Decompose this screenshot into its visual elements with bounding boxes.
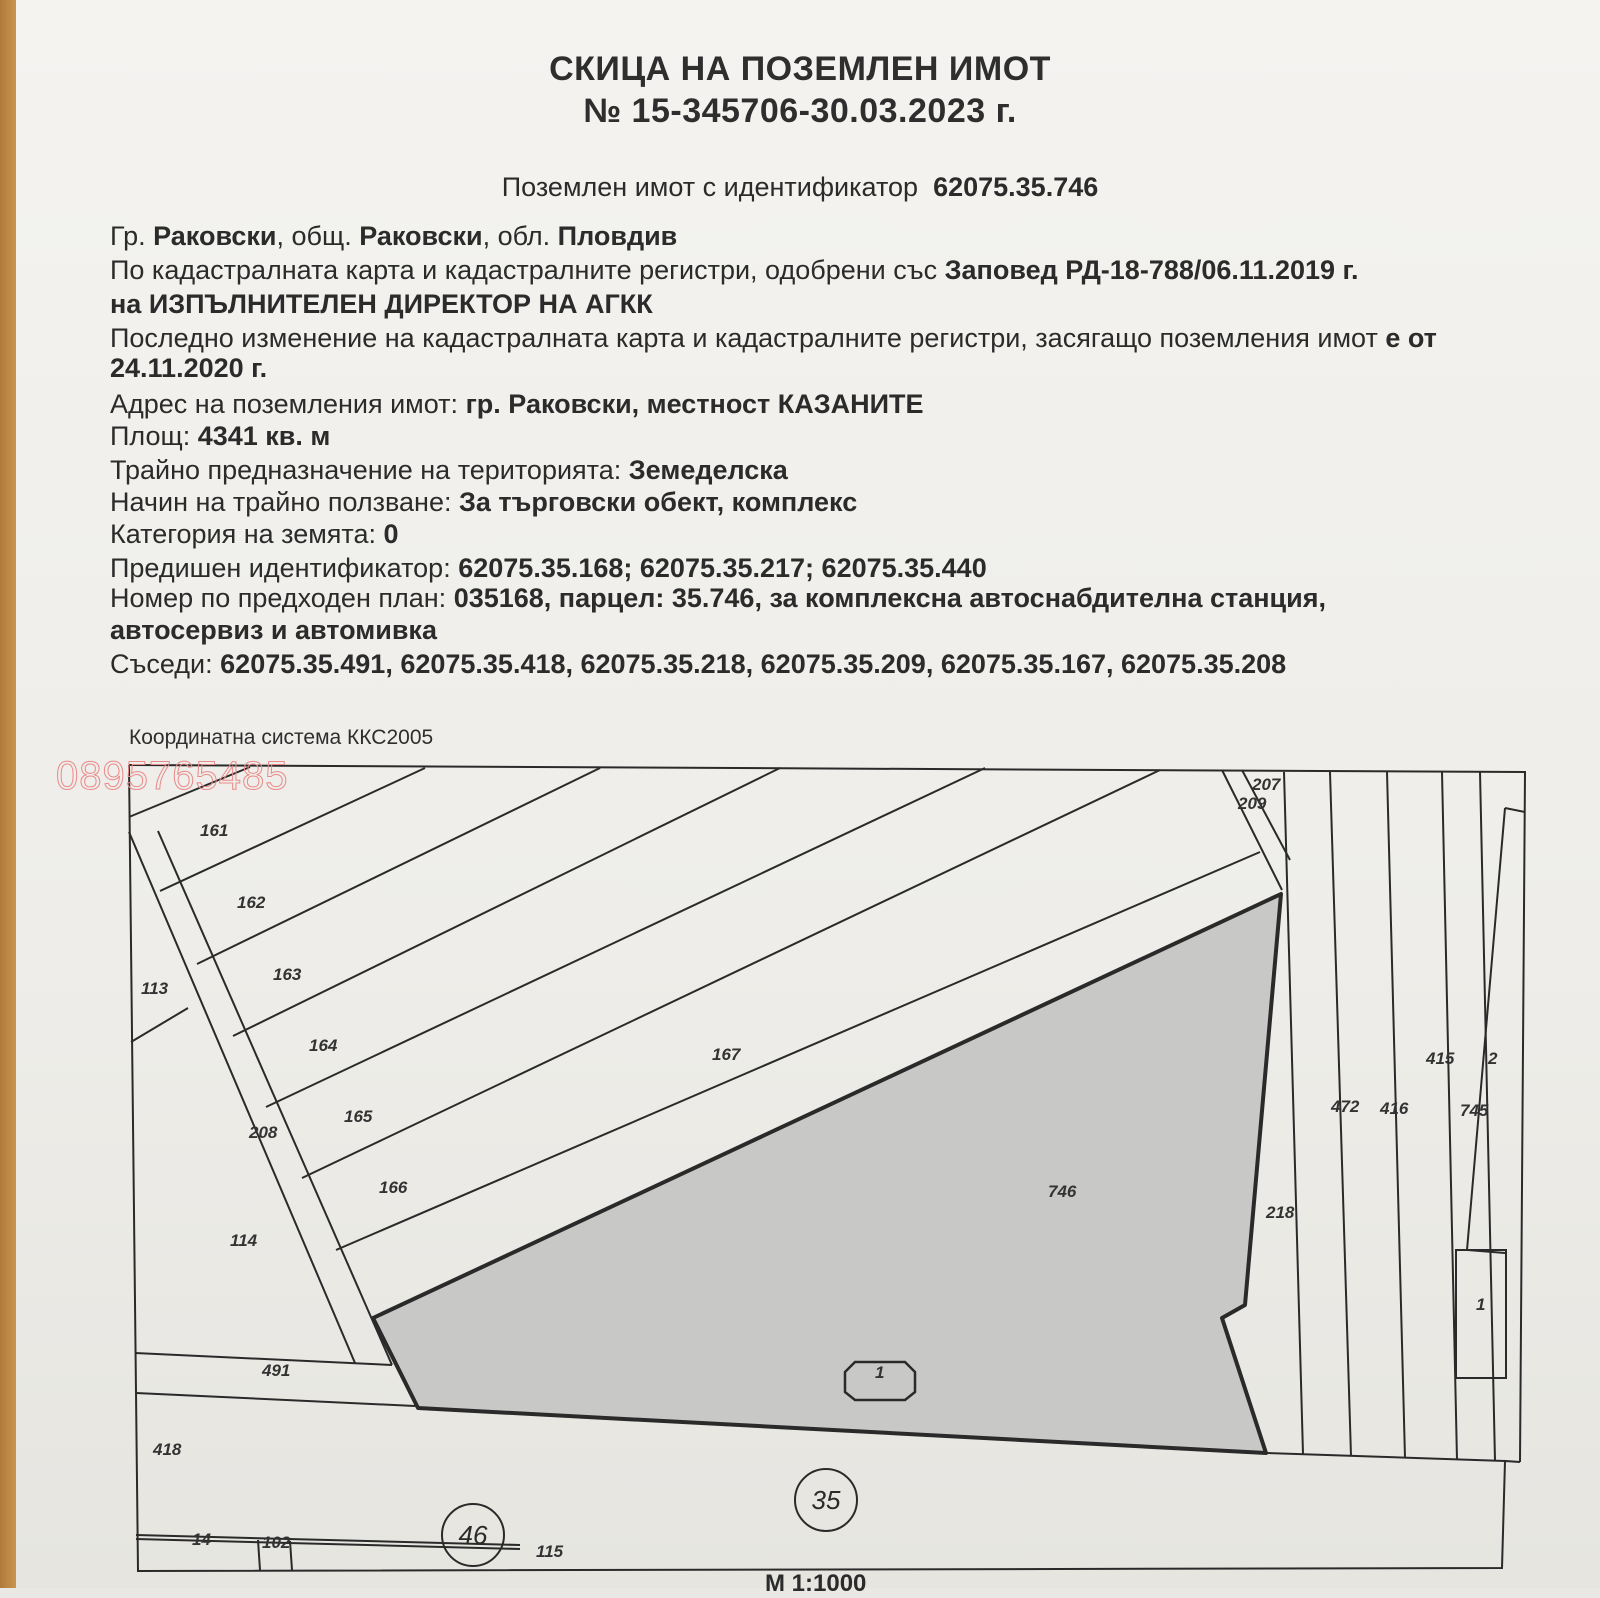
circle-46-label: 46	[458, 1520, 488, 1550]
subject-parcel-label: 746	[1048, 1182, 1077, 1201]
neighbors-value: 62075.35.491, 62075.35.418, 62075.35.218, 62075.35.209, 62075.35.167, 62075.35.208	[220, 649, 1287, 679]
last-change-text: Последно изменение на кадастралната карта и кадастралните регистри, засягащо поземления имот	[110, 323, 1378, 353]
circle-35-label: 35	[811, 1485, 841, 1515]
area-label: Площ:	[110, 421, 191, 451]
address-label: Адрес на поземления имот:	[110, 389, 459, 419]
cadastre-order: Заповед РД-18-788/06.11.2019 г.	[944, 255, 1359, 285]
purpose-value: Земеделска	[628, 455, 788, 485]
usage-value: За търговски обект, комплекс	[459, 487, 858, 517]
address-value: гр. Раковски, местност КАЗАНИТЕ	[465, 389, 924, 419]
parcel-label: 218	[1266, 1203, 1295, 1222]
parcel-label: 167	[712, 1045, 741, 1064]
parcel-label: 2	[1488, 1049, 1498, 1068]
parcel-label: 164	[309, 1036, 338, 1055]
last-change-date: 24.11.2020 г.	[110, 353, 268, 383]
document-title: СКИЦА НА ПОЗЕМЛЕН ИМОТ	[549, 50, 1051, 88]
map-scale: М 1:1000	[765, 1570, 867, 1597]
identifier-value: 62075.35.746	[933, 172, 1099, 202]
previous-id-label: Предишен идентификатор:	[110, 553, 451, 583]
last-change-suffix: е от	[1385, 323, 1437, 353]
region-value: Пловдив	[557, 221, 678, 251]
previous-plan-value: 035168, парцел: 35.746, за комплексна автоснабдителна станция,	[453, 583, 1326, 613]
coordinate-system-label: Координатна система ККС2005	[129, 726, 434, 749]
usage-label: Начин на трайно ползване:	[110, 487, 452, 517]
parcel-label: 114	[230, 1231, 258, 1250]
document-number: № 15-345706-30.03.2023 г.	[583, 92, 1017, 130]
parcel-label: 416	[1380, 1099, 1409, 1118]
previous-plan-value-2: автосервиз и автомивка	[110, 615, 437, 645]
parcel-label: 161	[200, 821, 229, 840]
town-label: Гр.	[110, 221, 146, 251]
area-value: 4341 кв. м	[197, 421, 331, 451]
parcel-label: 208	[249, 1123, 278, 1142]
subject-parcel-746	[373, 894, 1281, 1453]
phone-watermark: 0895765485	[56, 754, 289, 798]
town-value: Раковски	[153, 221, 277, 251]
parcel-label: 14	[192, 1530, 211, 1549]
parcel-label: 207	[1252, 775, 1281, 794]
previous-id-value: 62075.35.168; 62075.35.217; 62075.35.440	[458, 553, 987, 583]
parcel-label: 165	[344, 1107, 373, 1126]
category-value: 0	[383, 519, 399, 549]
cadastre-authority: на ИЗПЪЛНИТЕЛЕН ДИРЕКТОР НА АГКК	[110, 289, 653, 319]
neighbors-label: Съседи:	[110, 649, 213, 679]
cadastre-text: По кадастралната карта и кадастралните регистри, одобрени със	[110, 255, 938, 285]
municipality-label: , общ.	[276, 221, 352, 251]
parcel-label: 472	[1331, 1097, 1360, 1116]
identifier-label: Поземлен имот с идентификатор	[501, 172, 919, 202]
region-label: , обл.	[482, 221, 551, 251]
municipality-value: Раковски	[359, 221, 483, 251]
parcel-label: 415	[1426, 1049, 1455, 1068]
parcel-label: 745	[1460, 1101, 1489, 1120]
parcel-label: 418	[153, 1440, 182, 1459]
parcel-label: 163	[273, 965, 302, 984]
parcel-label: 1	[1476, 1295, 1486, 1314]
parcel-label: 102	[262, 1533, 291, 1552]
parcel-label: 491	[262, 1361, 291, 1380]
purpose-label: Трайно предназначение на територията:	[110, 455, 622, 485]
parcel-label: 209	[1238, 794, 1267, 813]
parcel-label: 162	[237, 893, 266, 912]
building-label: 1	[875, 1363, 885, 1382]
parcel-label: 113	[141, 979, 169, 998]
previous-plan-label: Номер по предходен план:	[110, 583, 447, 613]
category-label: Категория на земята:	[110, 519, 377, 549]
parcel-label: 166	[379, 1178, 408, 1197]
parcel-label: 115	[536, 1542, 564, 1561]
